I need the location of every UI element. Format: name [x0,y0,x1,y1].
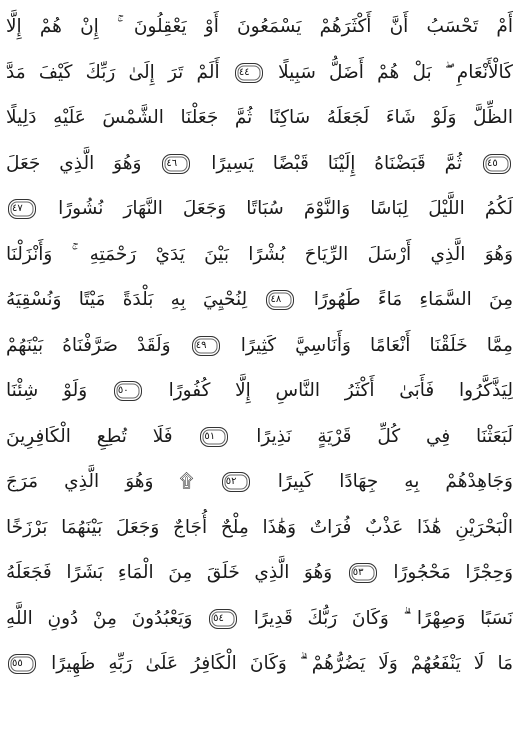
ayah-text: مَا لَا يَنْفَعُهُمْ وَلَا يَضُرُّهُمْ ۗ وَكَانَ الْكَافِرُ عَلَىٰ رَبِّهِ ظَهِيرًا [51,653,513,674]
ayah-text: أَمْ تَحْسَبُ أَنَّ أَكْثَرَهُمْ يَسْمَعُونَ أَوْ يَعْقِلُونَ ۚ إِنْ هُمْ إِلَّا [6,16,513,37]
ayah-text: وَيَعْبُدُونَ مِنْ دُونِ اللَّهِ [6,607,193,629]
text-line-2 [6,50,513,96]
text-line-4 [6,141,513,187]
text-line-1 [6,4,513,50]
ayah-text: وَحِجْرًا مَحْجُورًا [393,562,513,583]
ayah-text: وَهُوَ الَّذِي جَعَلَ [6,152,142,174]
ayah-text: مِمَّا خَلَقْنَا أَنْعَامًا وَأَنَاسِيَّ كَثِيرًا [240,334,513,356]
ayah-text: الْبَحْرَيْنِ هَٰذَا عَذْبٌ فُرَاتٌ وَهَٰذَا مِلْحٌ أُجَاجٌ وَجَعَلَ بَيْنَهُمَا بَرْزَخًا [6,516,513,538]
ayah-text: لِيَذَّكَّرُوا فَأَبَىٰ أَكْثَرُ النَّاسِ إِلَّا كُفُورًا [168,380,513,401]
text-line-9 [6,368,513,414]
text-line-12 [6,505,513,551]
ayah-text: وَلَوْ شِئْنَا [6,380,88,401]
ayah-text: مِنَ السَّمَاءِ مَاءً طَهُورًا [313,289,513,310]
ayah-text: وَهُوَ الَّذِي خَلَقَ مِنَ الْمَاءِ بَشَرًا فَجَعَلَهُ [6,562,333,583]
ayah-text: وَجَاهِدْهُمْ بِهِ جِهَادًا كَبِيرًا [277,471,513,492]
ayah-text: ثُمَّ قَبَضْنَاهُ إِلَيْنَا قَبْضًا يَسِيرًا [211,152,463,174]
text-line-5 [6,186,513,232]
ayah-number-marker: ٤٤ [235,63,263,83]
ayah-number-marker: ٥٤ [209,609,237,629]
text-line-8 [6,323,513,369]
ayah-number-marker: ٤٦ [162,154,190,174]
text-line-10 [6,414,513,460]
ayah-number-marker: ٥٢ [222,472,250,492]
ayah-text: لَبَعَثْنَا فِي كُلِّ قَرْيَةٍ نَذِيرًا [256,425,513,447]
ayah-text: أَلَمْ تَرَ إِلَىٰ رَبِّكَ كَيْفَ مَدَّ [6,61,220,83]
ayah-number-marker: ٤٨ [266,290,294,310]
ayah-text: لِنُحْيِيَ بِهِ بَلْدَةً مَيْتًا وَنُسْقِيَهُ [6,289,248,310]
ayah-number-marker: ٥١ [200,427,228,447]
ayah-text: كَالْأَنْعَامِ ۖ بَلْ هُمْ أَضَلُّ سَبِيلًا [278,61,513,83]
text-line-11 [6,459,513,505]
ayah-number-marker: ٤٥ [483,154,511,174]
text-line-15 [6,641,513,687]
ayah-number-marker: ٤٧ [8,199,36,219]
ayah-text: نَسَبًا وَصِهْرًا ۗ وَكَانَ رَبُّكَ قَدِيرًا [253,607,513,629]
ayah-number-marker: ٥٣ [349,563,377,583]
text-line-6 [6,232,513,278]
ayah-number-marker: ٥٠ [114,381,142,401]
ayah-number-marker: ٥٥ [8,654,36,674]
text-line-3 [6,95,513,141]
ayah-text: ۩ وَهُوَ الَّذِي مَرَجَ [6,471,194,492]
text-line-14 [6,596,513,642]
ayah-text: وَلَقَدْ صَرَّفْنَاهُ بَيْنَهُمْ [6,334,171,356]
ayah-text: لَكُمُ اللَّيْلَ لِبَاسًا وَالنَّوْمَ سُبَاتًا وَجَعَلَ النَّهَارَ نُشُورًا [58,198,513,219]
ayah-text: وَهُوَ الَّذِي أَرْسَلَ الرِّيَاحَ بُشْرًا بَيْنَ يَدَيْ رَحْمَتِهِ ۚ وَأَنْزَلْنَا [6,243,513,265]
text-line-7 [6,277,513,323]
ayah-text: فَلَا تُطِعِ الْكَافِرِينَ [6,425,173,447]
ayah-text: الظِّلَّ وَلَوْ شَاءَ لَجَعَلَهُ سَاكِنًا ثُمَّ جَعَلْنَا الشَّمْسَ عَلَيْهِ دَلِيلًا [6,107,513,128]
text-line-13 [6,550,513,596]
ayah-number-marker: ٤٩ [192,336,220,356]
